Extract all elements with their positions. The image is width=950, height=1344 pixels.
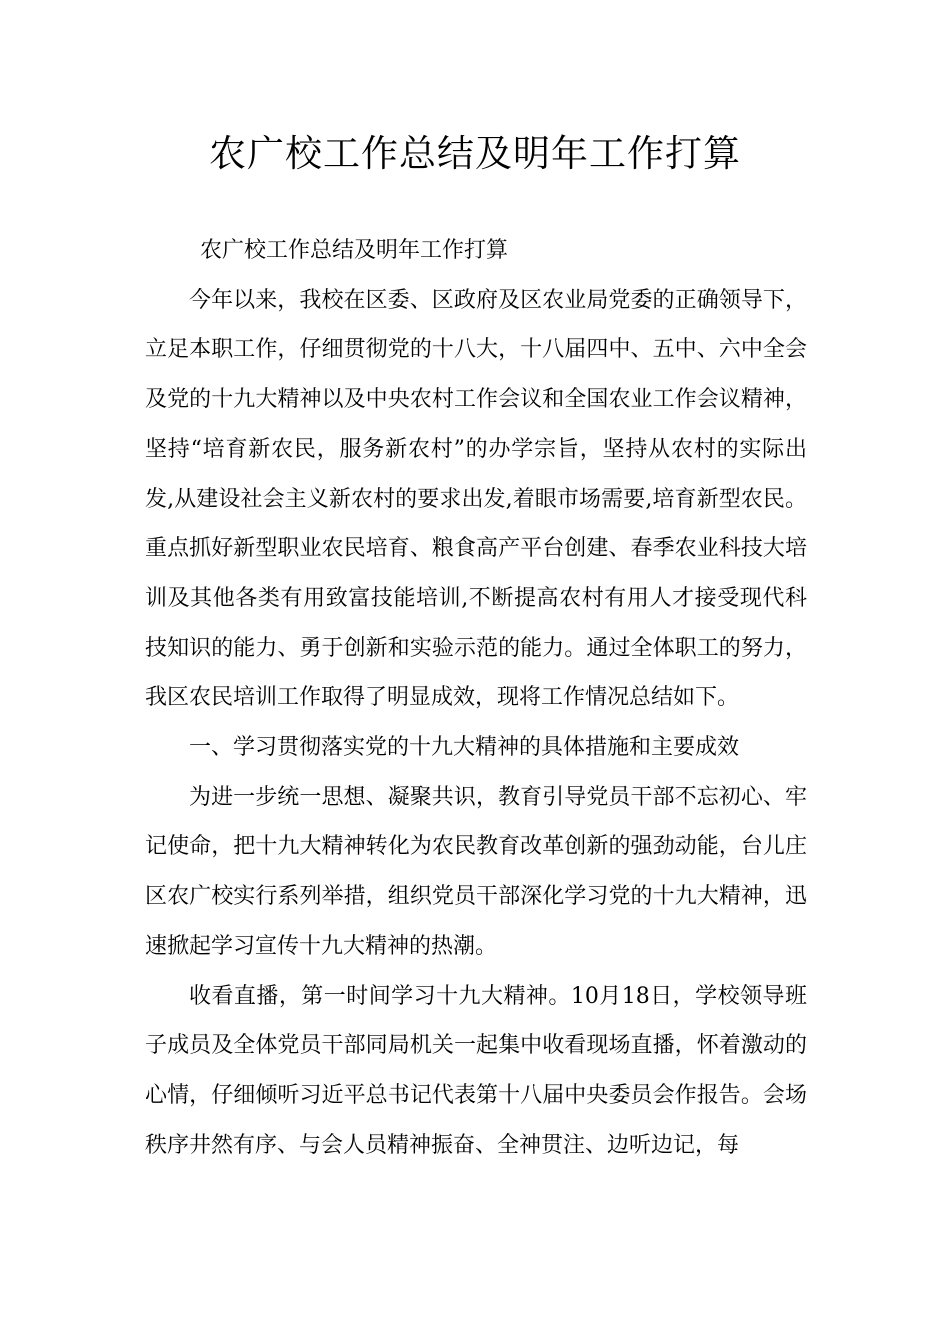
section-paragraph: 为进一步统一思想、凝聚共识，教育引导党员干部不忘初心、牢记使命，把十九大精神转化为农民教育改革创新的强劲动能，台儿庄区农广校实行系列举措，组织党员干部深化学习党的十九大精神，迅速掀起学习宣传十九大精神的热潮。 — [145, 784, 807, 959]
document-body — [145, 226, 807, 1170]
intro-paragraph: 今年以来，我校在区委、区政府及区农业局党委的正确领导下，立足本职工作，仔细贯彻党的十八大，十八届四中、五中、六中全会及党的十九大精神以及中央农村工作会议和全国农业工作会议精神，坚持“培育新农民，服务新农村”的办学宗旨，坚持从农村的实际出发,从建设社会主义新农村的要求出发,着眼市场需要,培育新型农民。重点抓好新型职业农民培育、粮食高产平台创建、春季农业科技大培训及其他各类有用致富技能培训,不断提高农村有用人才接受现代科技知识的能力、勇于创新和实验示范的能力。通过全体职工的努力，我区农民培训工作取得了明显成效，现将工作情况总结如下。 — [145, 287, 807, 711]
broadcast-paragraph: 收看直播，第一时间学习十九大精神。10月18日，学校领导班子成员及全体党员干部同局机关一起集中收看现场直播，怀着激动的心情，仔细倾听习近平总书记代表第十八届中央委员会作报告。会场秩序井然有序、与会人员精神振奋、全神贯注、边听边记，每 — [145, 983, 807, 1158]
subtitle-paragraph: 农广校工作总结及明年工作打算 — [200, 238, 509, 263]
document-title: 农广校工作总结及明年工作打算 — [209, 132, 741, 175]
section-heading: 一、学习贯彻落实党的十九大精神的具体措施和主要成效 — [189, 735, 740, 761]
